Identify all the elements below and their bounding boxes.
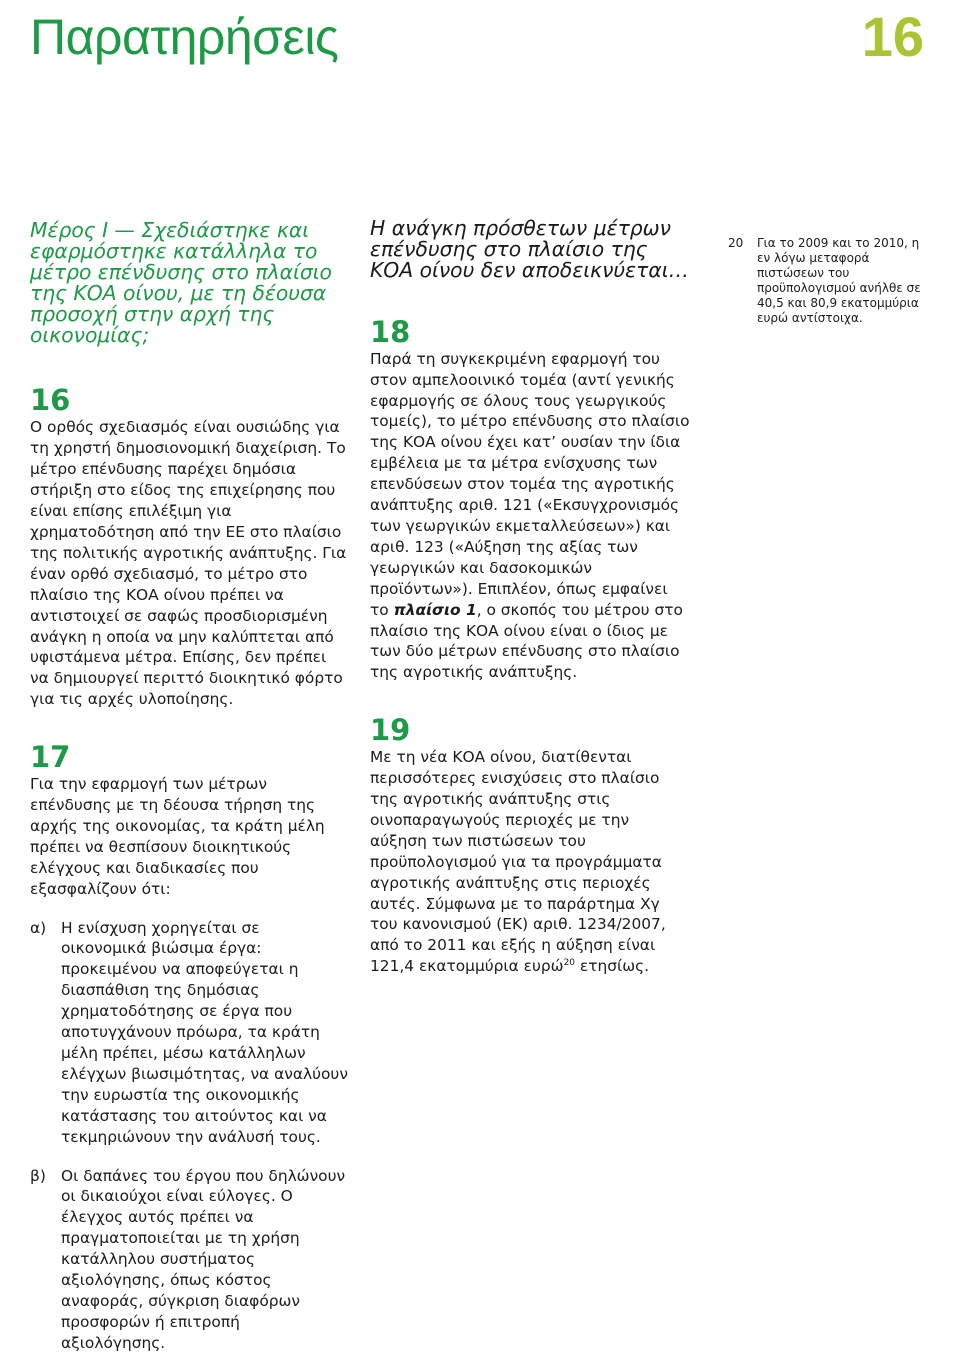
footnote-column <box>728 236 933 326</box>
list-item-b <box>30 1166 348 1354</box>
box-1-reference[interactable]: πλαίσιο 1 <box>393 600 477 619</box>
footnote-number: 20 <box>728 236 744 250</box>
section-heading-part-1: Μέρος I — Σχεδιάστηκε και εφαρμόστηκε κατάλληλα το μέτρο επένδυσης στο πλαίσιο της ΚΟΑ οίνου, με τη δέουσα προσοχή στην αρχή της οικονομίας; <box>30 218 332 347</box>
paragraph-19 <box>370 747 690 977</box>
footnote-text: Για το 2009 και το 2010, η εν λόγω μεταφορά πιστώσεων του προϋπολογισμού ανήλθε σε 40,5 και 80,9 εκατομμύρια ευρώ αντίστοιχα. <box>757 236 921 325</box>
page-title: Παρατηρήσεις <box>30 9 339 65</box>
footnote-20 <box>728 236 933 326</box>
list-label-a: α) <box>30 918 47 937</box>
list-text-a: Η ενίσχυση χορηγείται σε οικονομικά βιώσιμα έργα: προκειμένου να αποφεύγεται η διασπάθιση της δημόσιας χρηματοδότησης σε έργα που αποτυγχάνουν πρόωρα, τα κράτη μέλη πρέπει, μέσω κατάλληλων ελέγχων βιωσιμότητας, να αναλύουν την ευρωστία της οικονομικής κατάστασης του αιτούντος και να τεκμηριώνουν την ανάλυσή τους. <box>61 918 348 1146</box>
column-left <box>30 220 348 1354</box>
list-item-a <box>30 918 348 1148</box>
footnote-reference-20[interactable]: 20 <box>563 958 576 969</box>
paragraph-19-text-2: ετησίως. <box>575 957 650 976</box>
paragraph-number-17: 17 <box>30 740 71 775</box>
column-middle <box>370 218 690 977</box>
list-label-b: β) <box>30 1166 46 1185</box>
paragraph-number-16: 16 <box>30 383 71 418</box>
paragraph-18 <box>370 349 690 684</box>
section-heading-need: Η ανάγκη πρόσθετων μέτρων επένδυσης στο πλαίσιο της ΚΟΑ οίνου δεν αποδεικνύεται… <box>370 216 689 282</box>
paragraph-number-19: 19 <box>370 713 411 748</box>
paragraph-19-text-1: Με τη νέα ΚΟΑ οίνου, διατίθενται περισσότερες ενισχύσεις στο πλαίσιο της αγροτικής ανάπτυξης στις οινοπαραγωγούς περιοχές με την αύξηση των πιστώσεων του προϋπολογισμού για τα προγράμματα αγροτικής ανάπτυξης στις περιοχές αυτές. Σύμφωνα με το παράρτημα Χγ του κανονισμού (ΕΚ) αριθ. 1234/2007, από το 2011 και εξής η αύξηση είναι 121,4 εκατομμύρια ευρώ <box>370 748 666 976</box>
paragraph-number-18: 18 <box>370 314 411 349</box>
paragraph-16: Ο ορθός σχεδιασμός είναι ουσιώδης για τη χρηστή δημοσιονομική διαχείριση. Το μέτρο επένδυσης παρέχει δημόσια στήριξη στο είδος της επιχείρησης που είναι επίσης επιλέξιμη για χρηματοδότηση από την ΕΕ στο πλαίσιο της πολιτικής αγροτικής ανάπτυξης. Για έναν ορθό σχεδιασμό, το μέτρο στο πλαίσιο της ΚΟΑ οίνου πρέπει να αντιστοιχεί σε σαφώς προσδιορισμένη ανάγκη η οποία να μην καλύπτεται από υφιστάμενα μέτρα. Επίσης, δεν πρέπει να δημιουργεί περιττό διοικητικό φόρτο για τις αρχές υλοποίησης. <box>30 418 347 709</box>
paragraph-18-text-1: Παρά τη συγκεκριμένη εφαρμογή του στον αμπελοοινικό τομέα (αντί γενικής εφαρμογής σε όλους τους γεωργικούς τομείς), το μέτρο επένδυσης στο πλαίσιο της ΚΟΑ οίνου έχει κατ’ ουσίαν την ίδια εμβέλεια με τα μέτρα ενίσχυσης των επενδύσεων στον τομέα της αγροτικής ανάπτυξης αριθ. 121 («Εκσυγχρονισμός των γεωργικών εκμεταλλεύσεων») και αριθ. 123 («Αύξηση της αξίας των γεωργικών και δασοκομικών προϊόντων»). Επιπλέον, όπως εμφαίνει το <box>370 349 690 619</box>
paragraph-18-text-2: , ο σκοπός του μέτρου στο πλαίσιο της ΚΟΑ οίνου είναι ο ίδιος με των δύο μέτρων επένδυσης στο πλαίσιο της αγροτικής ανάπτυξης. <box>370 600 683 682</box>
page-number: 16 <box>861 5 924 68</box>
paragraph-17: Για την εφαρμογή των μέτρων επένδυσης με τη δέουσα τήρηση της αρχής της οικονομίας, τα κράτη μέλη πρέπει να θεσπίσουν διοικητικούς ελέγχους και διαδικασίες που εξασφαλίζουν ότι: <box>30 775 325 898</box>
list-text-b: Οι δαπάνες του έργου που δηλώνουν οι δικαιούχοι είναι εύλογες. Ο έλεγχος αυτός πρέπει να πραγματοποιείται με τη χρήση κατάλληλου συστήματος αξιολόγησης, όπως κόστος αναφοράς, σύγκριση διαφόρων προσφορών ή επιτροπή αξιολόγησης. <box>61 1166 346 1352</box>
